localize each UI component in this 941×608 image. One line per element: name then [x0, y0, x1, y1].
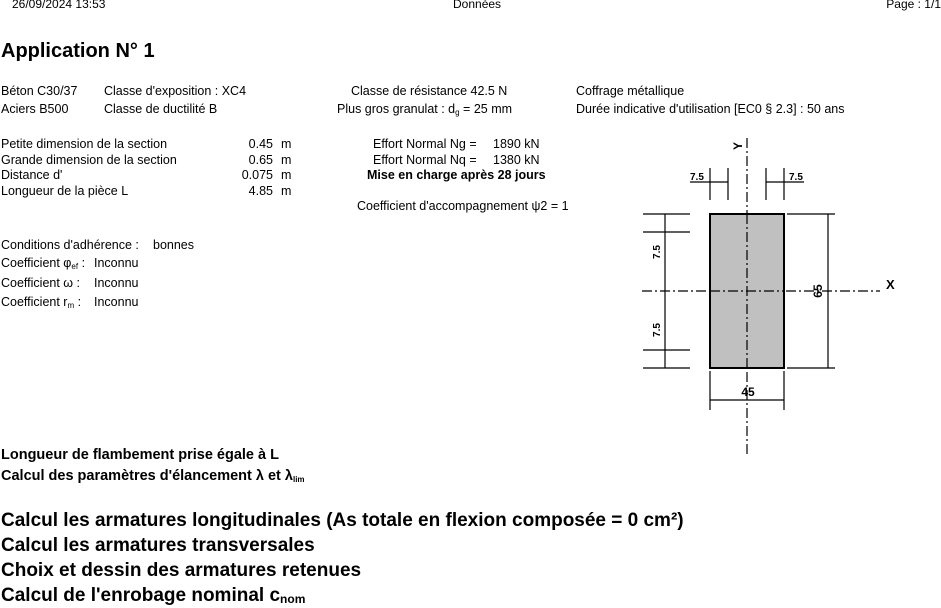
adherence-value: bonnes — [153, 238, 195, 252]
rm-label: Coefficient $r_m$ : — [1, 295, 82, 310]
dimension-value: 0.45 — [248, 137, 273, 151]
resistance-class: Classe de résistance 42.5 N — [351, 84, 508, 98]
dimension-label: Grande dimension de la section — [1, 153, 177, 167]
print-datetime: 26/09/2024 13:53 — [12, 0, 106, 11]
adherence-label: Conditions d'adhérence : — [1, 238, 139, 252]
dimension-unit: m — [281, 184, 292, 198]
steel-class: Aciers B500 — [1, 102, 69, 116]
nq-label: Effort Normal Nq = — [373, 153, 477, 167]
transversal-step: Calcul les armatures transversales — [1, 535, 315, 556]
cover-step: Calcul de l'enrobage nominal $c_{nom}$ — [1, 585, 306, 606]
dimension-value: 0.075 — [241, 168, 273, 182]
dimension-label: Distance d' — [1, 168, 63, 182]
phi-label: Coefficient $\varphi_{ef}$ : — [1, 256, 86, 271]
nq-value: 1380 kN — [493, 153, 540, 167]
application-title: Application N° 1 — [1, 40, 155, 62]
loading-age: Mise en charge après 28 jours — [367, 168, 546, 182]
cover-top-label: 7.5 — [652, 245, 663, 259]
psi2-coefficient: Coefficient d'accompagnement ψ2 = 1 — [357, 199, 569, 213]
omega-label: Coefficient ω : — [1, 276, 81, 290]
dimension-unit: m — [281, 153, 292, 167]
buckling-step: Longueur de flambement prise égale à L — [1, 447, 279, 463]
formwork-type: Coffrage métallique — [576, 84, 685, 98]
concrete-class: Béton C30/37 — [1, 84, 78, 98]
reinforcement-choice-step: Choix et dessin des armatures retenues — [1, 560, 362, 581]
dimension-value: 4.85 — [248, 184, 273, 198]
phi-value: Inconnu — [94, 256, 139, 270]
x-axis-label: X — [886, 277, 895, 292]
rm-value: Inconnu — [94, 295, 139, 309]
cover-left-label: 7.5 — [690, 172, 704, 183]
cover-right-label: 7.5 — [789, 172, 803, 183]
dimension-value: 0.65 — [248, 153, 273, 167]
dimension-unit: m — [281, 168, 292, 182]
dimension-label: Petite dimension de la section — [1, 137, 168, 151]
service-life: Durée indicative d'utilisation [EC0 § 2.3] : 50 ans — [576, 102, 845, 116]
ng-value: 1890 kN — [493, 137, 540, 151]
ductility-class: Classe de ductilité B — [104, 102, 218, 116]
omega-value: Inconnu — [94, 276, 139, 290]
page-number: Page : 1/1 — [886, 0, 941, 11]
ng-label: Effort Normal Ng = — [373, 137, 477, 151]
header-title: Données — [453, 0, 502, 11]
exposure-class: Classe d'exposition : XC4 — [104, 84, 247, 98]
width-label: 45 — [741, 385, 755, 399]
slenderness-step: Calcul des paramètres d'élancement λ et $\lambda_{lim}$ — [1, 468, 305, 484]
dimension-unit: m — [281, 137, 292, 151]
y-axis-label: Y — [731, 141, 745, 151]
aggregate-size: Plus gros granulat : $d_g = 25$ mm — [337, 102, 513, 117]
dimension-label: Longueur de la pièce L — [1, 184, 129, 198]
cover-bottom-label: 7.5 — [652, 323, 663, 337]
height-label: 65 — [811, 284, 825, 298]
longitudinal-step: Calcul les armatures longitudinales (As totale en flexion composée = 0 cm²) — [1, 510, 684, 531]
